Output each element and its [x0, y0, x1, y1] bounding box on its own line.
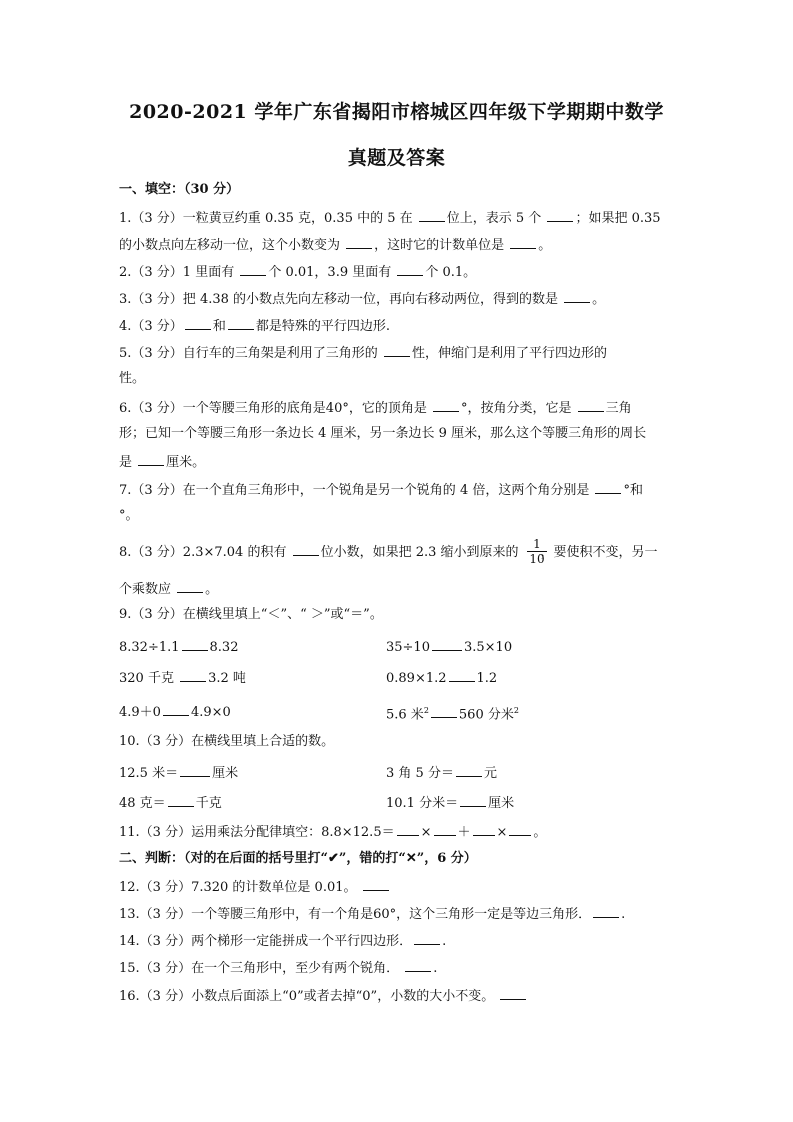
answer-blank[interactable]: [240, 263, 266, 276]
answer-blank[interactable]: [473, 823, 495, 836]
answer-blank[interactable]: [595, 481, 621, 494]
answer-blank[interactable]: [228, 317, 254, 330]
answer-blank[interactable]: [433, 399, 459, 412]
question-8-line-2: 个乘数应 。: [119, 582, 219, 597]
question-3: 3.（3 分）把 4.38 的小数点先向左移动一位，再向右移动两位，得到的数是 。: [119, 292, 606, 307]
answer-blank[interactable]: [185, 317, 211, 330]
question-15: 15.（3 分）在一个三角形中，至少有两个锐角． .: [119, 961, 438, 976]
answer-blank[interactable]: [397, 823, 419, 836]
answer-blank[interactable]: [456, 764, 482, 777]
question-1-line-2: 的小数点向左移动一位，这个小数变为 ，这时它的计数单位是 。: [119, 238, 552, 253]
section-2-heading: 二、判断：（对的在后面的括号里打“✔”，错的打“✕”，6 分）: [119, 851, 477, 866]
question-4: 4.（3 分） 和 都是特殊的平行四边形.: [119, 319, 390, 334]
answer-blank[interactable]: [180, 764, 210, 777]
question-13: 13.（3 分）一个等腰三角形中，有一个角是60°，这个三角形一定是等边三角形． .: [119, 907, 626, 922]
answer-blank[interactable]: [419, 209, 445, 222]
question-16: 16.（3 分）小数点后面添上“0”或者去掉“0”，小数的大小不变。: [119, 987, 528, 1005]
answer-blank[interactable]: [414, 932, 440, 945]
answer-blank[interactable]: [500, 987, 526, 1000]
compare-row-2-left: 320 千克 3.2 吨: [119, 671, 246, 686]
answer-blank[interactable]: [168, 794, 194, 807]
answer-blank[interactable]: [397, 263, 423, 276]
convert-row-2-right: 10.1 分米＝ 厘米: [386, 796, 515, 811]
question-12: 12.（3 分）7.320 的计数单位是 0.01。: [119, 878, 391, 896]
answer-blank[interactable]: [293, 543, 319, 556]
question-10: 10.（3 分）在横线里填上合适的数。: [119, 734, 335, 749]
question-6-line-1: 6.（3 分）一个等腰三角形的底角是40°，它的顶角是 °，按角分类，它是 三角: [119, 401, 632, 416]
fraction-one-tenth: $\frac{1}{10}$: [527, 537, 547, 566]
question-14: 14.（3 分）两个梯形一定能拼成一个平行四边形． .: [119, 934, 447, 949]
answer-blank[interactable]: [578, 399, 604, 412]
compare-row-2-right: 0.89×1.2 1.2: [386, 671, 498, 686]
answer-blank[interactable]: [346, 236, 372, 249]
section-1-heading: 一、填空：（30 分）: [119, 182, 240, 197]
question-8-line-1: 8.（3 分）2.3×7.04 的积有 位小数，如果把 2.3 缩小到原来的 ，要使积不变，另一: [119, 545, 658, 560]
answer-blank[interactable]: [564, 290, 590, 303]
question-11: 11.（3 分）运用乘法分配律填空：8.8×12.5＝ × ＋ × 。: [119, 825, 547, 840]
answer-blank[interactable]: [182, 638, 208, 651]
convert-row-2-left: 48 克＝ 千克: [119, 796, 222, 811]
title-line-2: 真题及答案: [347, 147, 446, 169]
answer-blank[interactable]: [405, 959, 431, 972]
answer-blank[interactable]: [547, 209, 573, 222]
answer-blank[interactable]: [163, 703, 189, 716]
answer-blank[interactable]: [363, 878, 389, 891]
question-6-line-2: 形；已知一个等腰三角形一条边长 4 厘米，另一条边长 9 厘米，那么这个等腰三角形的周长: [119, 426, 647, 441]
title-line-1: 2020-2021 学年广东省揭阳市榕城区四年级下学期期中数学: [129, 101, 664, 123]
question-9: 9.（3 分）在横线里填上“＜”、“ ＞”或“＝”。: [119, 607, 383, 622]
compare-row-3-right: 5.6 米$^2$ 560 分米$^2$: [386, 706, 519, 723]
answer-blank[interactable]: [177, 580, 203, 593]
question-5-line-2: 性。: [119, 371, 146, 386]
answer-blank[interactable]: [180, 669, 206, 682]
answer-blank[interactable]: [432, 638, 462, 651]
answer-blank[interactable]: [431, 705, 457, 718]
answer-blank[interactable]: [510, 236, 536, 249]
question-7-line-2: °。: [119, 508, 139, 523]
answer-blank[interactable]: [509, 823, 531, 836]
convert-row-1-left: 12.5 米＝ 厘米: [119, 766, 239, 781]
answer-blank[interactable]: [384, 344, 410, 357]
answer-blank[interactable]: [593, 905, 619, 918]
question-5-line-1: 5.（3 分）自行车的三角架是利用了三角形的 性，伸缩门是利用了平行四边形的: [119, 346, 607, 361]
answer-blank[interactable]: [449, 669, 475, 682]
answer-blank[interactable]: [434, 823, 456, 836]
compare-row-3-left: 4.9＋0 4.9×0: [119, 705, 231, 720]
question-2: 2.（3 分）1 里面有 个 0.01，3.9 里面有 个 0.1。: [119, 265, 477, 280]
convert-row-1-right: 3 角 5 分＝ 元: [386, 766, 497, 781]
question-7-line-1: 7.（3 分）在一个直角三角形中，一个锐角是另一个锐角的 4 倍，这两个角分别是 °和: [119, 483, 643, 498]
answer-blank[interactable]: [460, 794, 486, 807]
compare-row-1-left: 8.32÷1.1 8.32: [119, 640, 239, 655]
compare-row-1-right: 35÷10 3.5×10: [386, 640, 513, 655]
question-6-line-3: 是 厘米。: [119, 455, 206, 470]
answer-blank[interactable]: [138, 453, 164, 466]
question-1-line-1: 1.（3 分）一粒黄豆约重 0.35 克，0.35 中的 5 在 位上，表示 5 个 ；如果把 0.35: [119, 211, 661, 226]
